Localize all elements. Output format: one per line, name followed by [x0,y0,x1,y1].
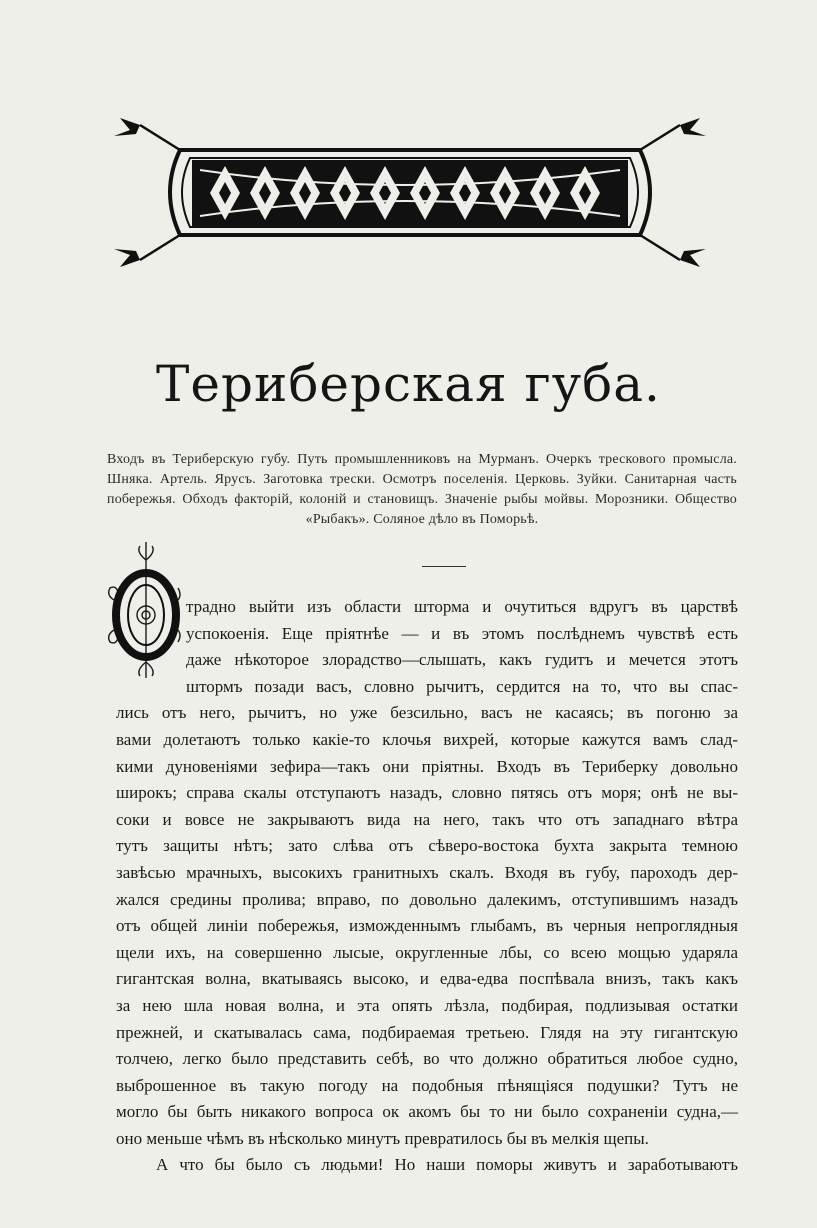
body-line: могло бы быть никакого вопроса ок акомъ бы то ни было сохраненіи судна,— [116,1102,738,1122]
body-line: оно меньше чѣмъ въ нѣсколько минутъ превратилось бы въ мелкія щепы. [116,1128,649,1148]
body-text [116,594,738,1179]
chapter-summary: Входъ въ Териберскую губу. Путь промышленниковъ на Мурманъ. Очеркъ трескового промысла. Шняка. Артель. Ярусъ. Заготовка трески. Осмотръ поселенія. Церковь. Зуйки. Санитарная часть побережья. Обходъ факторій, колоній и становищъ. Значеніе рыбы мойвы. Морозники. Общество «Рыбакъ». Соляное дѣло въ Поморьѣ. [107,452,737,527]
body-line: штормъ позади васъ, словно рычитъ, сердится на то, что вы спас- [186,676,738,696]
body-line: завѣсью мрачныхъ, высокихъ гранитныхъ скалъ. Входя въ губу, пароходъ дер- [116,862,738,882]
body-line: отъ общей линіи побережья, изможденнымъ глыбамъ, въ черныя непроглядныя [116,916,738,936]
body-line: успокоенія. Еще пріятнѣе — и въ этомъ послѣднемъ чувствѣ есть [186,623,738,643]
body-line: широкъ; справа скалы отступаютъ назадъ, словно пятясь отъ моря; онѣ не вы- [116,783,738,803]
body-line: лись отъ него, рычитъ, но уже безсильно, васъ не касаясь; въ погоню за [116,703,738,723]
body-line: тутъ защиты нѣтъ; зато слѣва отъ сѣверо-востока бухта закрыта темною [116,836,738,856]
body-line: жался средины пролива; вправо, по довольно далекимъ, отступившимъ назадъ [116,889,738,909]
body-line: гигантская волна, вкатываясь высоко, и едва-едва поспѣвала внизъ, такъ какъ [116,969,738,989]
initial-letter-text: О [145,620,147,621]
body-line: прежней, и скатывалась сама, подбираемая третьею. Глядя на эту гигантскую [116,1022,738,1042]
body-line: кими дуновеніями зефира—такъ они пріятны. Входъ въ Териберку довольно [116,756,738,776]
body-line: традно выйти изъ области шторма и очутиться вдругъ въ царствѣ [186,597,738,616]
chapter-title: Териберская губа. [156,355,661,413]
body-line: за нею шла новая волна, и эта опять лѣзла, подбирая, подлизывая остатки [116,995,738,1015]
body-line: соки и вовсе не закрываютъ вида на него, такъ что отъ западнаго вѣтра [116,809,738,829]
body-line: толчею, легко было представить себѣ, во что должно обратиться любое судно, [116,1049,738,1069]
body-line: А что бы было съ людьми! Но наши поморы живутъ и заработываютъ [156,1155,738,1175]
body-line: вами долетаютъ только какіе-то клочья вихрей, которые кажутся вамъ слад- [116,729,738,749]
body-line: выброшенное въ такую погоду на подобныя пѣнящіяся подушки? Тутъ не [116,1075,738,1095]
ornamental-headpiece [100,100,716,285]
body-line: даже нѣкоторое злорадство—слышать, какъ гудитъ и мечется этотъ [186,650,738,670]
divider-rule [422,566,466,567]
body-line: щели ихъ, на совершенно лысые, округленные лбы, со всею мощью ударяла [116,942,738,962]
